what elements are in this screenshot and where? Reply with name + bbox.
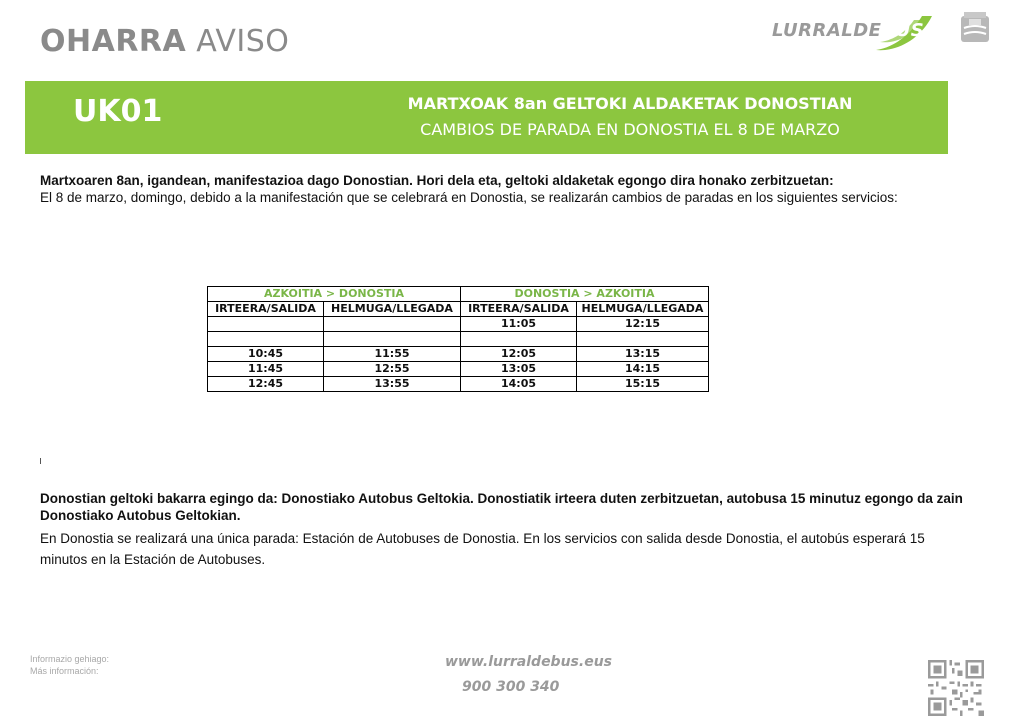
table-cell: 11:45 [208,362,324,377]
notice-basque: Donostian geltoki bakarra egingo da: Donostiako Autobus Geltokia. Donostiatik irteera duten zerbitzuetan, autobusa 15 minutuz egongo da zain Donostiako Autobus Geltokian. [40,491,963,523]
table-cell [324,317,461,332]
direction-header-row [208,287,709,302]
phone-number: 900 300 340 [462,679,560,695]
single-stop-notice [40,490,975,570]
route-banner [25,81,948,154]
stray-mark [40,458,41,464]
table-cell: 12:55 [324,362,461,377]
direction-azkoitia-donostia: AZKOITIA > DONOSTIA [208,287,461,302]
table-cell: 12:45 [208,377,324,392]
col-header-arrival: HELMUGA/LLEGADA [324,302,461,317]
table-cell [208,332,324,347]
table-cell: 11:55 [324,347,461,362]
banner-heading-basque: MARTXOAK 8an GELTOKI ALDAKETAK DONOSTIAN [407,94,853,113]
qr-code-icon [928,660,984,716]
table-cell: 13:55 [324,377,461,392]
table-cell: 14:15 [577,362,709,377]
title-basque: OHARRA [40,24,187,59]
table-row [208,377,709,392]
more-info-spanish: Más información: [30,666,99,676]
col-header-arrival: HELMUGA/LLEGADA [577,302,709,317]
col-header-departure: IRTEERA/SALIDA [461,302,577,317]
table-cell [324,332,461,347]
table-cell [577,332,709,347]
banner-heading-spanish: CAMBIOS DE PARADA EN DONOSTIA EL 8 DE MARZO [420,120,840,139]
table-row [208,317,709,332]
col-header-departure: IRTEERA/SALIDA [208,302,324,317]
table-cell: 13:05 [461,362,577,377]
schedule-table [207,286,709,392]
table-row [208,332,709,347]
intro-basque: Martxoaren 8an, igandean, manifestazioa dago Donostian. Hori dela eta, geltoki aldaketak egongo dira honako zerbitzuetan: [40,173,834,188]
table-cell: 12:15 [577,317,709,332]
more-info-label [30,653,109,677]
table-cell: 11:05 [461,317,577,332]
table-row [208,347,709,362]
website-link[interactable]: www.lurraldebus.eus [445,654,612,670]
notice-spanish: En Donostia se realizará una única parada: Estación de Autobuses de Donostia. En los servicios con salida desde Donostia, el autobús esperará 15 minutos en la Estación de Autobuses. [40,531,925,567]
table-cell: 10:45 [208,347,324,362]
table-row [208,362,709,377]
direction-donostia-azkoitia: DONOSTIA > AZKOITIA [461,287,709,302]
table-cell: 13:15 [577,347,709,362]
route-code: UK01 [73,94,163,129]
table-cell: 15:15 [577,377,709,392]
table-cell: 14:05 [461,377,577,392]
column-header-row [208,302,709,317]
table-cell [208,317,324,332]
title-spanish: AVISO [196,24,290,59]
more-info-basque: Informazio gehiago: [30,654,110,664]
lurraldebus-logo [772,12,932,52]
table-cell: 12:05 [461,347,577,362]
logo-wordmark: LURRALDEBUS [772,20,925,41]
gipuzkoa-seal-icon [960,10,990,46]
intro-text [40,172,970,206]
page-title [40,24,289,59]
intro-spanish: El 8 de marzo, domingo, debido a la manifestación que se celebrará en Donostia, se realizarán cambios de paradas en los siguientes servicios: [40,190,898,205]
table-cell [461,332,577,347]
